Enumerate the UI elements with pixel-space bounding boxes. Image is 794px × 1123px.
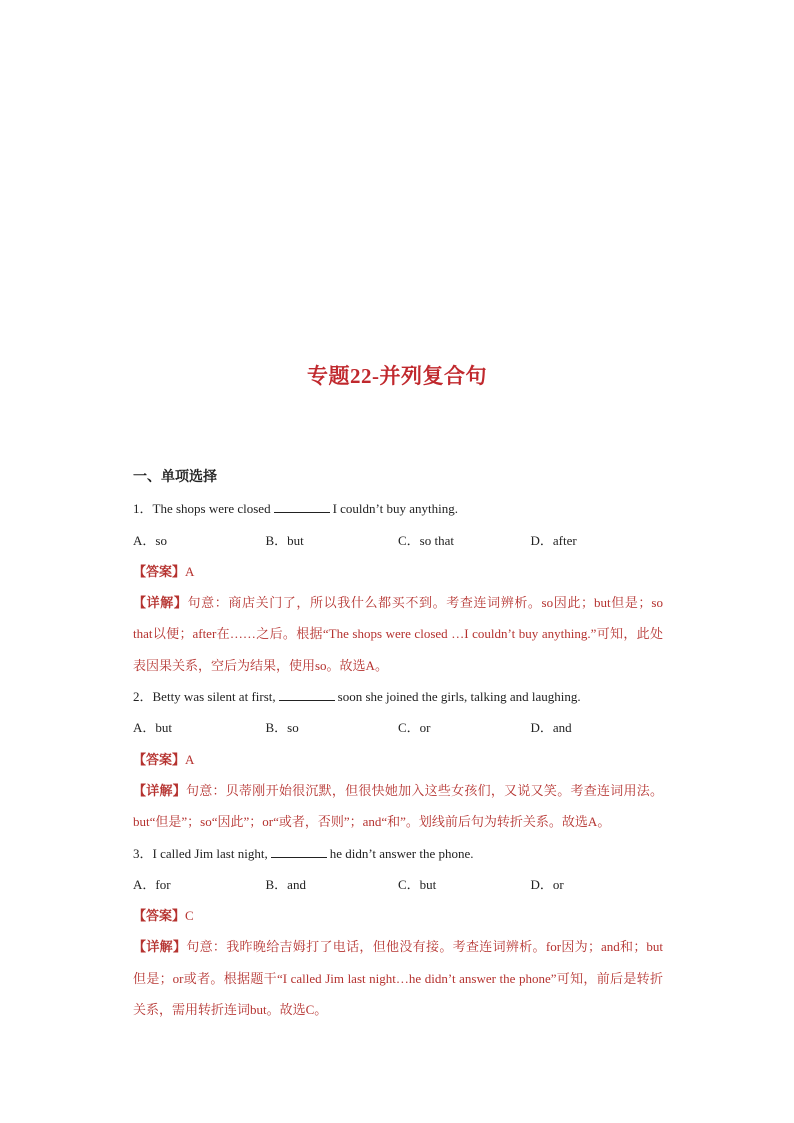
stem-after: soon she joined the girls, talking and laughing. xyxy=(337,689,581,705)
answer-line xyxy=(133,744,663,775)
explanation xyxy=(133,775,663,838)
explain-text: 句意：商店关门了，所以我什么都买不到。考查连词辨析。so因此；but但是；so that以便；after在……之后。根据“The shops were closed …I couldn’t buy anything.”可知，此处表因果关系，空后为结果，使用so。故选A。 xyxy=(133,595,663,673)
answer-value: A xyxy=(185,563,195,579)
option-d: D．after xyxy=(530,532,577,548)
stem-before: Betty was silent at first, xyxy=(152,689,276,705)
option-b: B．and xyxy=(265,876,306,892)
option-c: C．or xyxy=(398,720,431,736)
question-number: 3． xyxy=(133,845,153,861)
answer-tag: 【答案】 xyxy=(133,908,186,924)
explanation xyxy=(133,931,663,1025)
stem-before: I called Jim last night, xyxy=(152,845,268,861)
explain-tag: 【详解】 xyxy=(133,939,187,955)
page-title: 专题22-并列复合句 xyxy=(307,364,487,388)
options-row xyxy=(133,712,663,743)
stem-after: I couldn’t buy anything. xyxy=(332,501,458,517)
option-d: D．or xyxy=(530,876,564,892)
option-d: D．and xyxy=(530,720,572,736)
option-a: A．so xyxy=(133,532,167,548)
option-c: C．so that xyxy=(398,532,454,548)
answer-line xyxy=(133,900,663,931)
question-2 xyxy=(133,681,663,837)
answer-value: C xyxy=(185,908,194,924)
question-stem xyxy=(133,838,663,869)
answer-value: A xyxy=(185,751,195,767)
options-row xyxy=(133,525,663,556)
option-b: B．but xyxy=(265,532,304,548)
option-a: A．but xyxy=(133,720,173,736)
question-stem xyxy=(133,681,663,712)
option-c: C．but xyxy=(398,876,437,892)
answer-blank xyxy=(271,845,327,858)
answer-tag: 【答案】 xyxy=(133,751,186,767)
answer-blank xyxy=(274,500,330,513)
explain-text: 句意：贝蒂刚开始很沉默，但很快她加入这些女孩们，又说又笑。考查连词用法。but“但是”；so“因此”；or“或者，否则”；and“和”。划线前后句为转折关系。故选A。 xyxy=(133,782,663,830)
question-1 xyxy=(133,493,663,681)
stem-after: he didn’t answer the phone. xyxy=(329,845,474,861)
explain-tag: 【详解】 xyxy=(133,595,188,611)
answer-blank xyxy=(279,688,335,701)
question-number: 1． xyxy=(133,501,153,517)
option-b: B．so xyxy=(265,720,299,736)
question-stem xyxy=(133,493,663,524)
question-3 xyxy=(133,838,663,1026)
question-list xyxy=(133,462,663,1025)
options-row xyxy=(133,869,663,900)
option-a: A．for xyxy=(133,876,171,892)
answer-tag: 【答案】 xyxy=(133,563,186,579)
answer-line xyxy=(133,556,663,587)
section-heading: 一、单项选择 xyxy=(133,470,217,485)
explain-tag: 【详解】 xyxy=(133,782,187,798)
explanation xyxy=(133,587,663,681)
explain-text: 句意：我昨晚给吉姆打了电话，但他没有接。考查连词辨析。for因为；and和；but但是；or或者。根据题干“I called Jim last night…he didn’t answer the phone”可知，前后是转折关系，需用转折连词but。故选C。 xyxy=(133,939,663,1018)
stem-before: The shops were closed xyxy=(152,501,271,517)
question-number: 2． xyxy=(133,689,153,705)
